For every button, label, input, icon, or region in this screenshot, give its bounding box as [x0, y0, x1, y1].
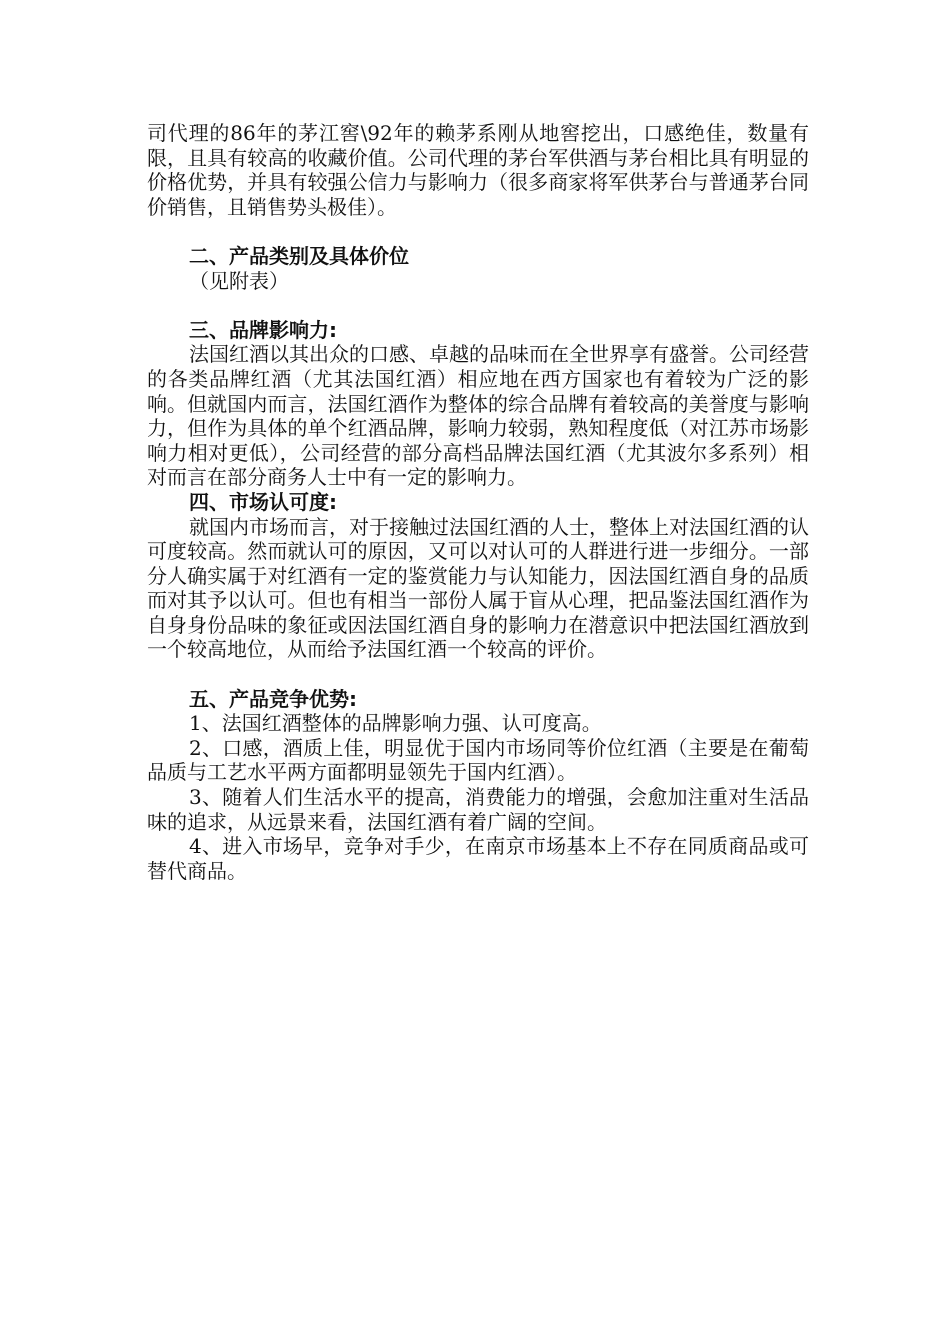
spacer — [147, 662, 809, 687]
section-heading-competitive-advantage — [147, 687, 809, 712]
brand-influence-paragraph: 法国红酒以其出众的口感、卓越的品味而在全世界享有盛誉。公司经营的各类品牌红酒（尤其法国红酒）相应地在西方国家也有着较为广泛的影响。但就国内而言，法国红酒作为整体的综合品牌有着较高的美誉度与影响力，但作为具体的单个红酒品牌，影响力较弱，熟知程度低（对江苏市场影响力相对更低），公司经营的部分高档品牌法国红酒（尤其波尔多系列）相对而言在部分商务人士中有一定的影响力。 — [147, 342, 809, 490]
heading-text: 二、产品类别及具体价位 — [189, 243, 409, 268]
section-note-see-appendix: （见附表） — [189, 268, 289, 293]
market-recognition-paragraph: 就国内市场而言，对于接触过法国红酒的人士，整体上对法国红酒的认可度较高。然而就认可的原因，又可以对认可的人群进行进一步细分。一部分人确实属于对红酒有一定的鉴赏能力与认知能力，因法国红酒自身的品质而对其予以认可。但也有相当一部份人属于盲从心理，把品鉴法国红酒作为自身身份品味的象征或因法国红酒自身的影响力在潜意识中把法国红酒放到一个较高地位，从而给予法国红酒一个较高的评价。 — [147, 514, 809, 662]
heading-colon: : — [329, 489, 337, 514]
advantage-item-4: 4、进入市场早，竞争对手少，在南京市场基本上不存在同质商品或可替代商品。 — [147, 834, 809, 883]
section-heading-market-recognition — [147, 490, 809, 515]
spacer — [147, 293, 809, 318]
intro-paragraph: 司代理的86年的茅江窖\92年的赖茅系刚从地窖挖出，口感绝佳，数量有限，且具有较高的收藏价值。公司代理的茅台军供酒与茅台相比具有明显的价格优势，并具有较强公信力与影响力（很多商家将军供茅台与普通茅台同价销售，且销售势头极佳）。 — [147, 121, 809, 219]
heading-text: 五、产品竞争优势 — [189, 686, 349, 711]
heading-colon: : — [349, 686, 357, 711]
heading-colon: : — [329, 317, 337, 342]
advantage-item-3: 3、随着人们生活水平的提高，消费能力的增强，会愈加注重对生活品味的追求，从远景来看，法国红酒有着广阔的空间。 — [147, 785, 809, 834]
advantage-item-1: 1、法国红酒整体的品牌影响力强、认可度高。 — [189, 711, 602, 736]
advantage-item-2: 2、口感，酒质上佳，明显优于国内市场同等价位红酒（主要是在葡萄品质与工艺水平两方面都明显领先于国内红酒）。 — [147, 735, 809, 785]
section-heading-product-categories — [147, 244, 809, 269]
heading-text: 四、市场认可度 — [189, 489, 329, 514]
spacer — [147, 219, 809, 244]
section-heading-brand-influence — [147, 318, 809, 343]
document-body — [147, 121, 809, 883]
heading-text: 三、品牌影响力 — [189, 317, 329, 342]
